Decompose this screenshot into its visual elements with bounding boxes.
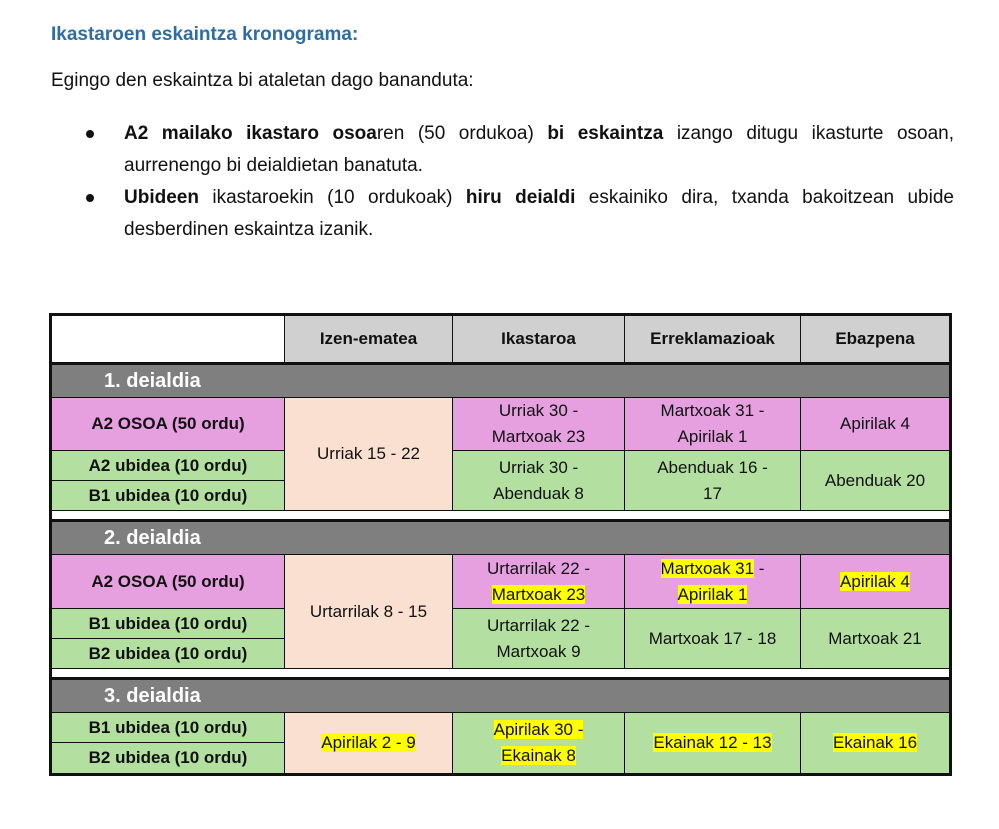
- table-row: [51, 555, 951, 609]
- resolution-cell: [801, 713, 951, 775]
- registration-cell: [285, 713, 453, 775]
- bullet-list: [86, 118, 954, 246]
- course-cell: [453, 609, 625, 669]
- course-cell: [453, 555, 625, 609]
- row-label: B1 ubidea (10 ordu): [51, 481, 285, 511]
- section-title: 1. deialdia: [51, 364, 951, 398]
- row-label: A2 ubidea (10 ordu): [51, 451, 285, 481]
- cell-line: Urriak 30 -: [498, 401, 579, 420]
- bullet-text: ikastaroekin (10 ordukoak): [198, 187, 466, 208]
- cell-line-highlighted: Ekainak 16: [832, 733, 918, 752]
- table-row: [51, 609, 951, 639]
- cell-line-highlighted: Martxoak 31: [660, 558, 755, 578]
- section-row: [51, 679, 951, 713]
- claims-cell: [625, 451, 801, 511]
- column-header: Erreklamazioak: [625, 315, 801, 364]
- section-row: [51, 364, 951, 398]
- row-label: A2 OSOA (50 ordu): [51, 555, 285, 609]
- cell-line-highlighted: Apirilak 2 - 9: [321, 733, 416, 752]
- column-header: Ebazpena: [801, 315, 951, 364]
- row-label: A2 OSOA (50 ordu): [51, 398, 285, 451]
- column-header: Ikastaroa: [453, 315, 625, 364]
- bullet-item: [86, 118, 954, 182]
- claims-cell: [625, 713, 801, 775]
- section-row: [51, 521, 951, 555]
- section-title: 3. deialdia: [51, 679, 951, 713]
- bullet-bold-text: A2 mailako ikastaro osoa: [124, 123, 377, 144]
- cell-line: Urtarrilak 22 -: [487, 558, 590, 578]
- bullet-text: ren (50 ordukoa): [376, 123, 548, 144]
- bullet-icon: [86, 194, 94, 202]
- cell-line-highlighted: Apirilak 1: [677, 584, 748, 604]
- spacer-row: [51, 669, 951, 679]
- cell-line-highlighted: Martxoak 23: [491, 584, 586, 604]
- bullet-bold-text: hiru deialdi: [465, 187, 576, 208]
- row-label: B1 ubidea (10 ordu): [51, 609, 285, 639]
- cell-line: Martxoak 23: [491, 427, 586, 446]
- cell-line: Urtarrilak 22 -: [487, 615, 590, 635]
- resolution-cell: Abenduak 20: [801, 451, 951, 511]
- bullet-text: eskainiko dira, txanda bakoitzean ubide desberdinen eskaintza izanik.: [124, 187, 954, 240]
- table-row: [51, 451, 951, 481]
- course-cell: [453, 398, 625, 451]
- bullet-item: [86, 182, 954, 246]
- spacer-row: [51, 511, 951, 521]
- course-cell: [453, 451, 625, 511]
- header-blank: [51, 315, 285, 364]
- registration-cell: Urtarrilak 8 - 15: [285, 555, 453, 669]
- cell-line: Martxoak 9: [496, 641, 581, 661]
- intro-text: Egingo den eskaintza bi ataletan dago bananduta:: [51, 70, 474, 91]
- claims-cell: [625, 555, 801, 609]
- bullet-bold-text: Ubideen: [124, 187, 199, 208]
- resolution-cell: [801, 555, 951, 609]
- bullet-icon: [86, 130, 94, 138]
- bullet-text: izango ditugu ikasturte osoan, aurrenengo bi deialdietan banatuta.: [124, 123, 954, 176]
- course-cell: [453, 713, 625, 775]
- cell-line-highlighted: Apirilak 30 -: [493, 720, 584, 739]
- column-header: Izen-ematea: [285, 315, 453, 364]
- header-row: [51, 315, 951, 364]
- page-heading: Ikastaroen eskaintza kronograma:: [51, 24, 359, 45]
- cell-line: -: [754, 558, 765, 578]
- bullet-bold-text: bi eskaintza: [547, 123, 664, 144]
- cell-line: Abenduak 16 -: [657, 457, 768, 477]
- cell-line-highlighted: Ekainak 8: [501, 746, 576, 765]
- cell-line: Abenduak 8: [493, 483, 584, 503]
- cell-line: Martxoak 31 -: [660, 401, 765, 420]
- resolution-cell: Apirilak 4: [801, 398, 951, 451]
- cell-line: 17: [703, 483, 722, 503]
- claims-cell: Martxoak 17 - 18: [625, 609, 801, 669]
- schedule-table: [49, 313, 952, 776]
- cell-line-highlighted: Ekainak 12 - 13: [653, 733, 772, 752]
- registration-cell: Urriak 15 - 22: [285, 398, 453, 511]
- cell-line: Urriak 30 -: [498, 457, 579, 477]
- cell-line: Apirilak 1: [677, 427, 748, 446]
- resolution-cell: Martxoak 21: [801, 609, 951, 669]
- section-title: 2. deialdia: [51, 521, 951, 555]
- cell-line-highlighted: Apirilak 4: [840, 571, 910, 591]
- row-label: B1 ubidea (10 ordu): [51, 713, 285, 743]
- row-label: B2 ubidea (10 ordu): [51, 639, 285, 669]
- table-row: [51, 398, 951, 451]
- row-label: B2 ubidea (10 ordu): [51, 743, 285, 775]
- table-row: [51, 713, 951, 743]
- claims-cell: [625, 398, 801, 451]
